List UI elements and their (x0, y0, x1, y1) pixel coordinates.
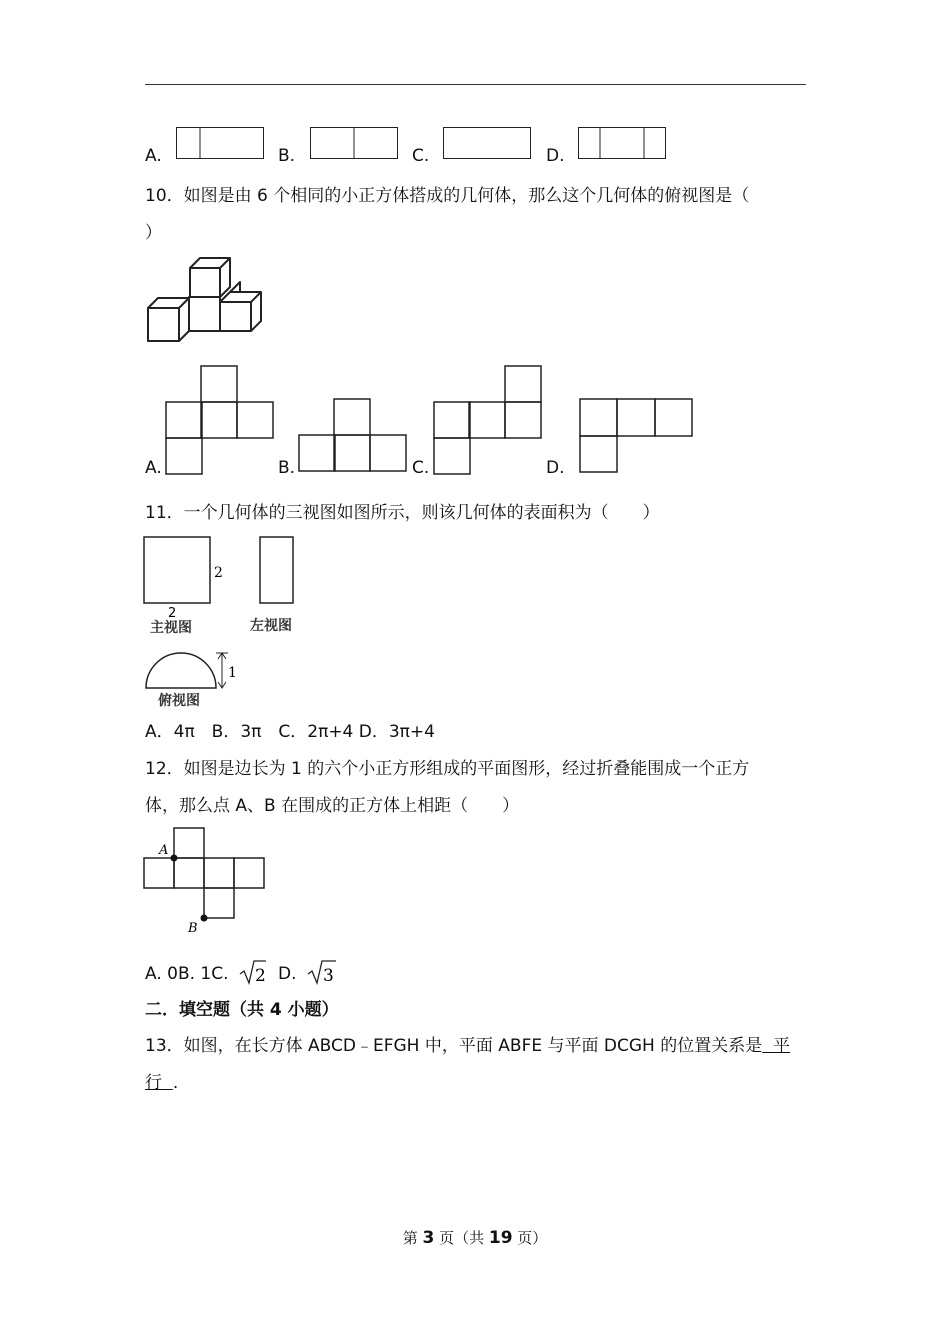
q10-option-a-figure (165, 365, 275, 475)
q9-option-d-figure (578, 127, 666, 160)
footer-middle: 页（共 (434, 1229, 489, 1247)
q10-option-c-figure (433, 365, 543, 475)
q11-front-view (144, 537, 210, 603)
q11-dim-bottom: 2 (168, 606, 177, 621)
q12-choice-c-sqrt (238, 958, 268, 986)
q10-option-b-figure (298, 398, 408, 474)
q10-option-b-label: B. (278, 458, 296, 478)
q10-option-d-label: D. (546, 458, 565, 478)
q9-option-b-label: B. (278, 146, 296, 166)
q13-stem-text: 13．如图，在长方体 ABCD﹣EFGH 中，平面 ABFE 与平面 DCGH 的位置关系是 (145, 1036, 763, 1056)
q11-top-view-label: 俯视图 (158, 693, 200, 709)
q12-stem-line2: 体，那么点 A、B 在围成的正方体上相距（ ） (145, 796, 520, 816)
q13-stem-line2 (145, 1072, 178, 1094)
q12-point-b-dot (201, 915, 208, 922)
q11-choices: A．4π B．3π C．2π+4 D．3π+4 (145, 722, 435, 742)
q11-left-view-label: 左视图 (250, 618, 292, 634)
q10-option-a-label: A. (145, 458, 162, 478)
q12-stem-line1: 12．如图是边长为 1 的六个小正方形组成的平面图形，经过折叠能围成一个正方 (145, 759, 750, 779)
header-rule (145, 84, 806, 85)
q11-dim-height: 1 (228, 665, 237, 681)
q10-stem-line2: ） (145, 223, 162, 243)
q12-net-figure (143, 827, 268, 942)
q9-option-b-figure (310, 127, 398, 160)
q11-three-views-figure (140, 533, 320, 713)
q9-option-a-figure (176, 127, 264, 160)
q12-point-a-dot (171, 855, 178, 862)
q11-left-view (260, 537, 293, 603)
q9-option-a-label: A. (145, 146, 162, 166)
q11-stem: 11．一个几何体的三视图如图所示，则该几何体的表面积为（ ） (145, 503, 660, 523)
q9-option-c-figure (443, 127, 531, 160)
q12-sqrt2-radicand: 2 (255, 966, 266, 986)
q11-dim-side: 2 (214, 565, 223, 581)
q11-top-view (146, 653, 216, 688)
q13-stem-line1 (145, 1035, 790, 1057)
q12-point-b-label: B (188, 921, 198, 936)
footer-prefix: 第 (402, 1229, 423, 1247)
page-footer (0, 1227, 950, 1248)
q12-choices (145, 963, 229, 985)
q10-option-c-label: C. (412, 458, 430, 478)
q12-sqrt3-radicand: 3 (323, 966, 334, 986)
q12-choices-prefix: A. 0B. 1C. (145, 964, 229, 984)
q9-option-d-label: D. (546, 146, 565, 166)
footer-page-number: 3 (422, 1228, 435, 1248)
q10-cube-stack-figure (146, 256, 266, 346)
q13-answer-part1: 平 (762, 1036, 791, 1056)
q12-choice-d-label: D. (278, 964, 297, 984)
footer-suffix: 页） (512, 1229, 548, 1247)
q12-choice-d-sqrt (306, 958, 338, 986)
section2-heading: 二．填空题（共 4 小题） (145, 1000, 339, 1020)
q9-option-c-label: C. (412, 146, 430, 166)
q13-period: . (172, 1073, 179, 1093)
footer-total-pages: 19 (488, 1228, 513, 1248)
q12-point-a-label: A (159, 843, 169, 858)
q13-answer-part2: 行 (145, 1073, 173, 1093)
q11-front-view-label: 主视图 (150, 620, 192, 636)
q10-option-d-figure (579, 398, 694, 474)
q10-stem-line1: 10．如图是由 6 个相同的小正方体搭成的几何体，那么这个几何体的俯视图是（ (145, 186, 750, 206)
